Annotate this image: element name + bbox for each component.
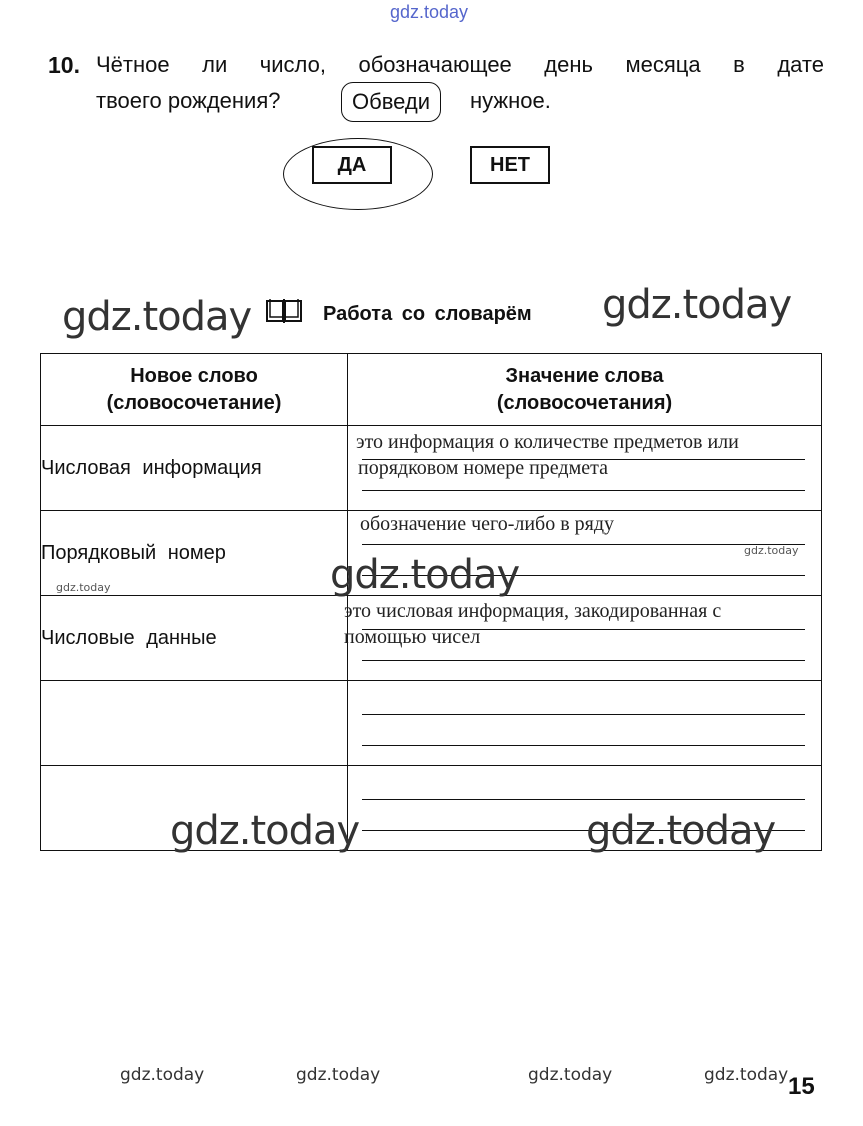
dictionary-title: Работа со словарём <box>323 303 532 325</box>
watermark-small: gdz.today <box>296 1065 381 1085</box>
watermark-big: gdz.today <box>586 808 776 854</box>
open-book-icon <box>265 296 303 324</box>
meaning-text-line1: обозначение чего-либо в ряду <box>360 513 615 535</box>
meaning-text-line1: это информация о количестве предметов или <box>356 431 739 453</box>
watermark-big: gdz.today <box>602 282 792 328</box>
word-cell <box>41 681 348 766</box>
table-row <box>41 426 822 511</box>
watermark-small: gdz.today <box>120 1065 205 1085</box>
dictionary-table <box>40 353 822 851</box>
header-new-word <box>41 354 348 426</box>
watermark-tiny: gdz.today <box>56 581 111 594</box>
header-meaning-line2: (словосочетания) <box>496 391 673 414</box>
meaning-text-line1: это числовая информация, закодированная с <box>344 600 722 622</box>
answer-no-box[interactable]: НЕТ <box>470 146 550 184</box>
meaning-cell[interactable] <box>348 681 822 766</box>
watermark-small: gdz.today <box>528 1065 613 1085</box>
page-number: 15 <box>788 1073 815 1100</box>
watermark-big: gdz.today <box>330 552 520 598</box>
header-meaning-line1: Значение слова <box>505 364 664 387</box>
task-question-line2: твоего рождения? <box>96 88 281 113</box>
header-word-line2: (словосочетание) <box>106 391 282 414</box>
circled-instruction: Обведи <box>341 82 441 122</box>
header-word-line1: Новое слово <box>130 364 258 387</box>
watermark-top: gdz.today <box>390 2 469 22</box>
watermark-small: gdz.today <box>704 1065 789 1085</box>
meaning-cell[interactable] <box>344 596 822 681</box>
table-row <box>41 681 822 766</box>
watermark-tiny: gdz.today <box>744 544 799 557</box>
word-text: Порядковый номер <box>41 541 226 564</box>
table-header-row <box>41 354 822 426</box>
meaning-text-line2: помощью чисел <box>344 626 481 648</box>
answer-yes-box[interactable]: ДА <box>312 146 392 184</box>
task-question-end: нужное. <box>470 88 551 113</box>
task-number: 10. <box>48 52 80 78</box>
meaning-text-line2: порядковом номере предмета <box>358 457 608 479</box>
word-cell: Числовые данные <box>41 596 348 681</box>
task-question-line1: Чётное ли число, обозначающее день месяца в дате <box>96 52 824 77</box>
word-cell: Числовая информация <box>41 426 348 511</box>
watermark-big: gdz.today <box>170 808 360 854</box>
meaning-cell[interactable] <box>348 426 822 511</box>
watermark-big: gdz.today <box>62 294 252 340</box>
header-meaning <box>348 354 822 426</box>
table-row <box>41 596 822 681</box>
